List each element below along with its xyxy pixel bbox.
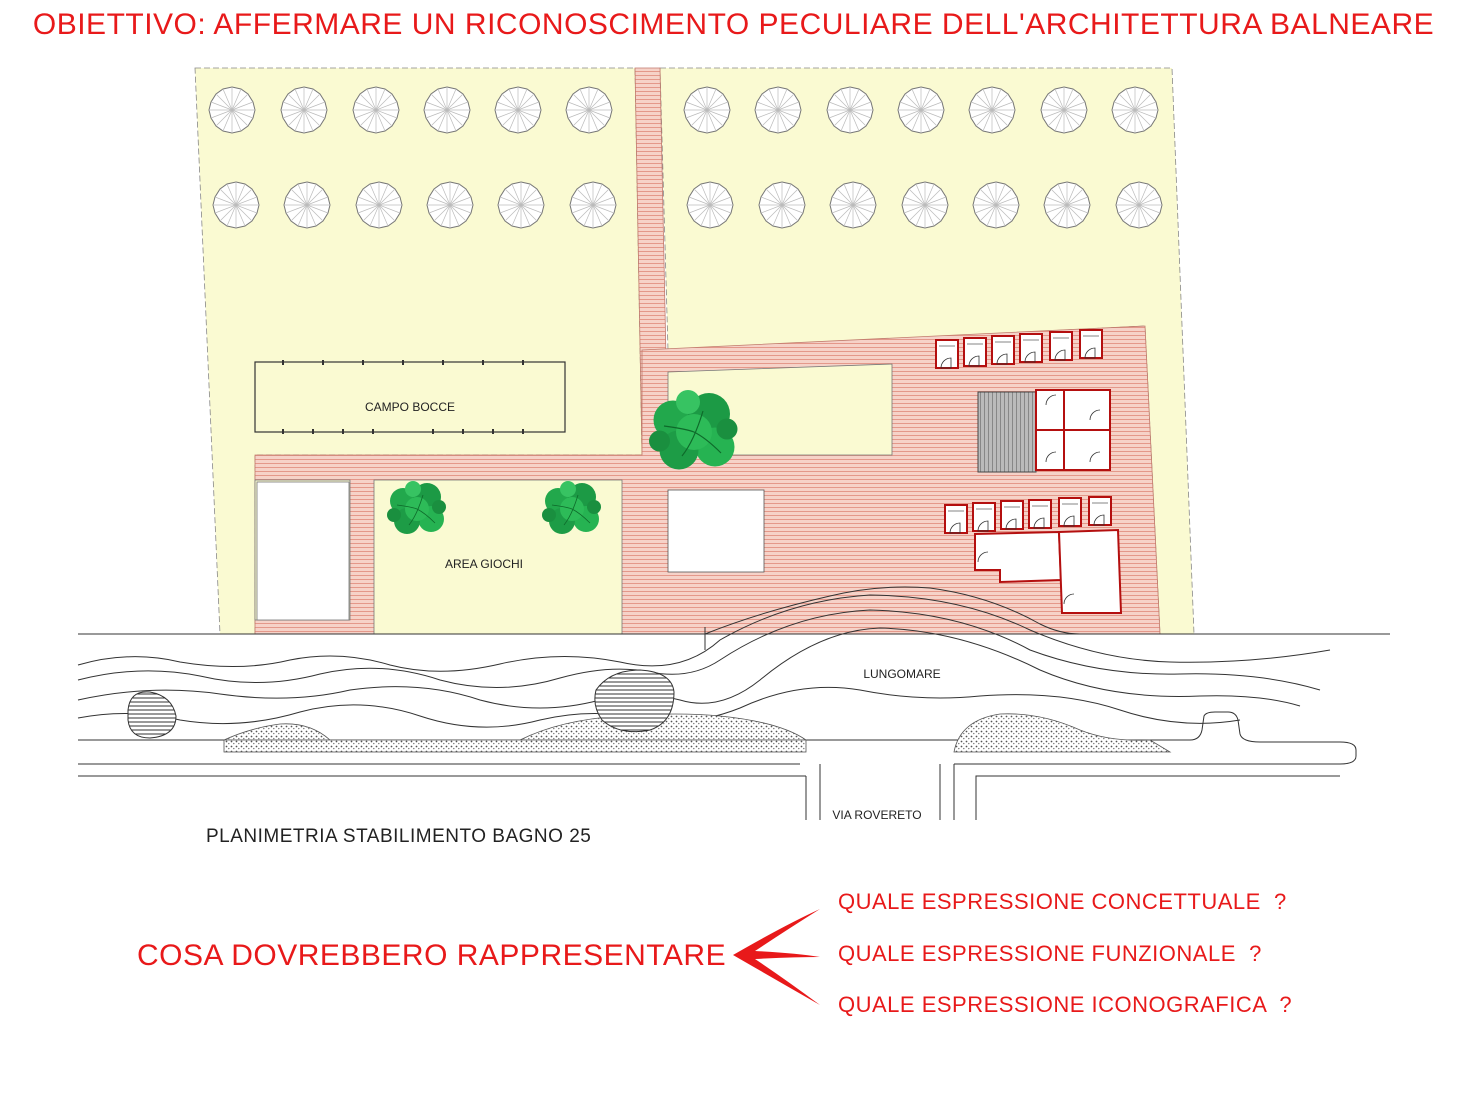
lungomare-label: LUNGOMARE [863, 667, 941, 681]
area-giochi-label: AREA GIOCHI [444, 557, 524, 571]
plaza-white [668, 490, 764, 572]
gravel-beds [224, 714, 1170, 752]
left-white-block [257, 482, 349, 620]
plan-caption: PLANIMETRIA STABILIMENTO BAGNO 25 [206, 826, 592, 847]
question-funzionale: QUALE ESPRESSIONE FUNZIONALE ? [838, 941, 1262, 966]
campo-bocce-label: CAMPO BOCCE [364, 400, 456, 414]
via-rovereto-label: VIA ROVERETO [832, 808, 922, 822]
main-question: COSA DOVREBBERO RAPPRESENTARE [137, 939, 727, 972]
question-iconografica: QUALE ESPRESSIONE ICONOGRAFICA ? [838, 992, 1293, 1017]
red-arrow-icon [725, 905, 825, 1009]
wc-block [978, 390, 1110, 472]
page-title: OBIETTIVO: AFFERMARE UN RICONOSCIMENTO PECULIARE DELL'ARCHITETTURA BALNEARE [32, 8, 1435, 41]
question-concettuale: QUALE ESPRESSIONE CONCETTUALE ? [838, 889, 1287, 914]
